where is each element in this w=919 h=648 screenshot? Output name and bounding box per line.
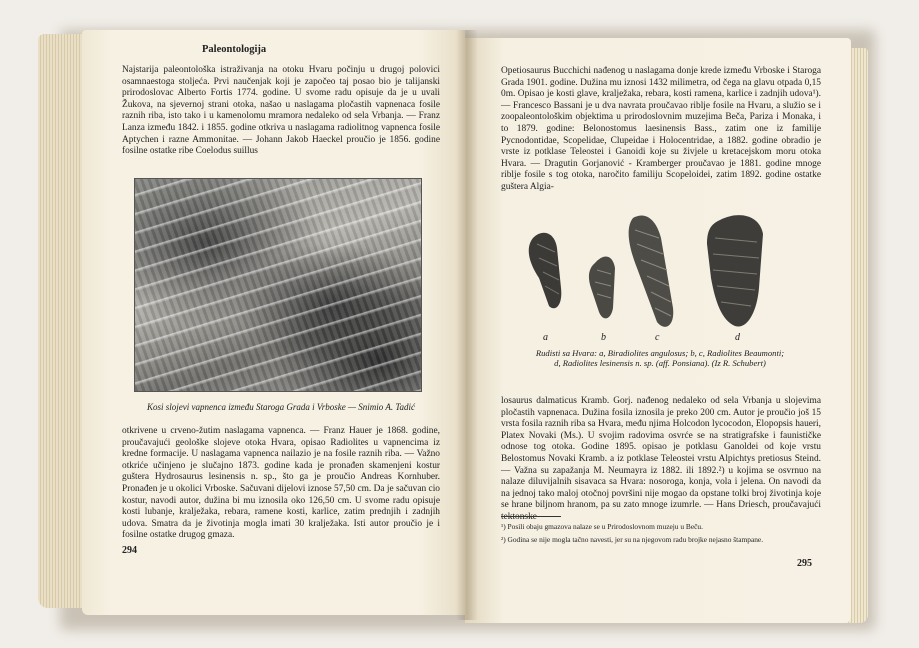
fossil-c: [629, 215, 674, 326]
right-body-paragraph: [501, 396, 821, 524]
footnote-1: ¹) Posili obaju gmazova nalaze se u Prirodoslovnom muzeju u Beču.: [501, 522, 703, 531]
rock-layers-photo: [134, 178, 422, 392]
rudist-fossils-figure: [515, 208, 805, 343]
right-top-paragraph: [501, 66, 821, 194]
photo-caption: Kosi slojevi vapnenca između Staroga Grada i Vrboske — Snimio A. Tadić: [147, 402, 415, 412]
right-top-text: Opetiosaurus Bucchichi nađenog u naslagama donje krede između Vrboske i Staroga Grada 1901. godine. Dužina mu iznosi 1432 milimetra, od čega na glavu otpada 0,15 0m. Opisao je kosti glave, kralježaka, rebara, kosti ramena, karlice i zadnjih udova¹). — Francesco Bassani je u dva navrata proučavao riblje fosile na Hvaru, a služio se i zoopaleontološkim objektima u prirodoslovnim muzejima Beča, Pariza i Monaka, i to 1879. godine: Belonostomus laesinensis Bass., zatim one iz familije Pycnodontidae, Scopelidae, Clupeidae i Holocentridae, a 1882. godine obradio je vrste iz potklase Teleostei i Ganoidi koje su živjele u kretacejskom moru otoka Hvara. — Dragutin Gorjanović - Kramberger proučavao je 1881. godine mnoge riblje fosile s tog otoka, naročito familiju Scopeloidei, zatim 1892. godine ostatke guštera Algia-: [501, 66, 821, 192]
running-head: Paleontologija: [202, 44, 267, 55]
fossil-label-c: c: [655, 332, 660, 343]
left-intro-paragraph: [122, 65, 440, 158]
fossil-label-a: a: [543, 332, 548, 343]
footnote-2: ²) Godina se nije mogla tačno navesti, jer su na njegovom radu brojke nejasno štampane.: [501, 534, 764, 544]
fossil-label-b: b: [601, 332, 606, 343]
page-number-left: 294: [122, 545, 137, 556]
fossil-a: [529, 233, 562, 308]
left-body-paragraph: [122, 426, 440, 542]
fossil-label-d: d: [735, 332, 740, 343]
right-body-text: losaurus dalmaticus Kramb. Gorj. nađenog nedaleko od sela Vrbanja u slojevima pločastih vapnenaca. Dužina fosila iznosila je preko 200 cm. Autor je proučio još 15 vrsta fosila raznih riba sa Hvara, među njima Holcodon lycocodon, Elopopsis haueri, Platex Novaki (Ms.). U svojim radovima osvrće se na stratigrafske i faunističke odnose tog otoka. Godine 1895. opisao je potklasu Ganoldei od koje vrstu Belostomus Novaki Kramb. a iz potklase Teleostei vrstu Alpichtys pretiosus Steind. — Važna su zapažanja M. Neumayra iz 1882. ili 1892.²) u kojima se osvrnuo na nalaze diluvijalnih sisavaca sa Hvara: nosoroga, konja, vola i jelena. On navodi da na jednoj tako maloj otočnoj površini nije mogao da opstane tolki broj životinja koje se hrane biljnom hranom, pa su zato mnoge izumrle. — Hans Driesch, proučavajući tektonske: [501, 396, 821, 522]
fossil-b: [589, 257, 615, 319]
left-body-text: otkrivene u crveno-žutim naslagama vapnenca. — Franz Hauer je 1868. godine, proučavajući geološke slojeve otoka Hvara, opisao Radiolites u vapnencima iz kredne formacije. U naslagama vapnenca nailazio je na fosile raznih riba. — Važno otkriće učinjeno je slučajno 1873. godine kada je pronađen skamenjeni kostur guštera Hydrosaurus lesinensis n. sp., što ga je proučio Andreas Kornhuber. Pronađen je u okolici Vrboske. Sačuvani dijelovi iznose 57,50 cm. Da je sačuvan cio kostur, navodi autor, dužina bi mu iznosila oko 126,50 cm. U svome radu opisuje kosti lubanje, kralježaka, rebara, ramene kosti, karlice, zatim prednjih i zadnjih udova. Smatra da je životinja mogla imati 30 kralježaka. Isti autor proučio je i fosilne ostatke drugog gmaza.: [122, 426, 440, 541]
footnotes: [501, 522, 821, 547]
book-gutter: [456, 30, 478, 620]
page-number-right: 295: [797, 558, 812, 569]
fossil-d: [707, 215, 763, 326]
left-intro-text: Najstarija paleontološka istraživanja na otoku Hvaru počinju u drugoj polovici osamnaestoga stoljeća. Prvi naučenjak koji je započeo taj posao bio je talijanski prirodoslovac Alberto Fortis 1774. godine. U svome radu opisuje da je u uvali Žukova, na sjevernoj strani otoka, našao u naslagama pločastih vapnenaca fosile raznih riba, isto tako i u kamenolomu mramora nedaleko od sela Vrbanja. — Franz Lanza između 1842. i 1855. godine otkriva u naslagama radiolitnog vapnenca fosile Aptychen i razne Ammonitae. — Johann Jakob Haeckel proučio je 1856. godine fosilne ostatke ribe Coelodus suillus: [122, 65, 440, 157]
left-page: [82, 30, 465, 615]
footnote-rule: [501, 516, 561, 517]
right-page: [465, 38, 851, 623]
figure-caption: Rudisti sa Hvara: a, Biradiolites angulosus; b, c, Radiolites Beaumonti; d, Radiolites lesinensis n. sp. (aff. Ponsiana). (Iz R. Schubert): [535, 348, 785, 369]
